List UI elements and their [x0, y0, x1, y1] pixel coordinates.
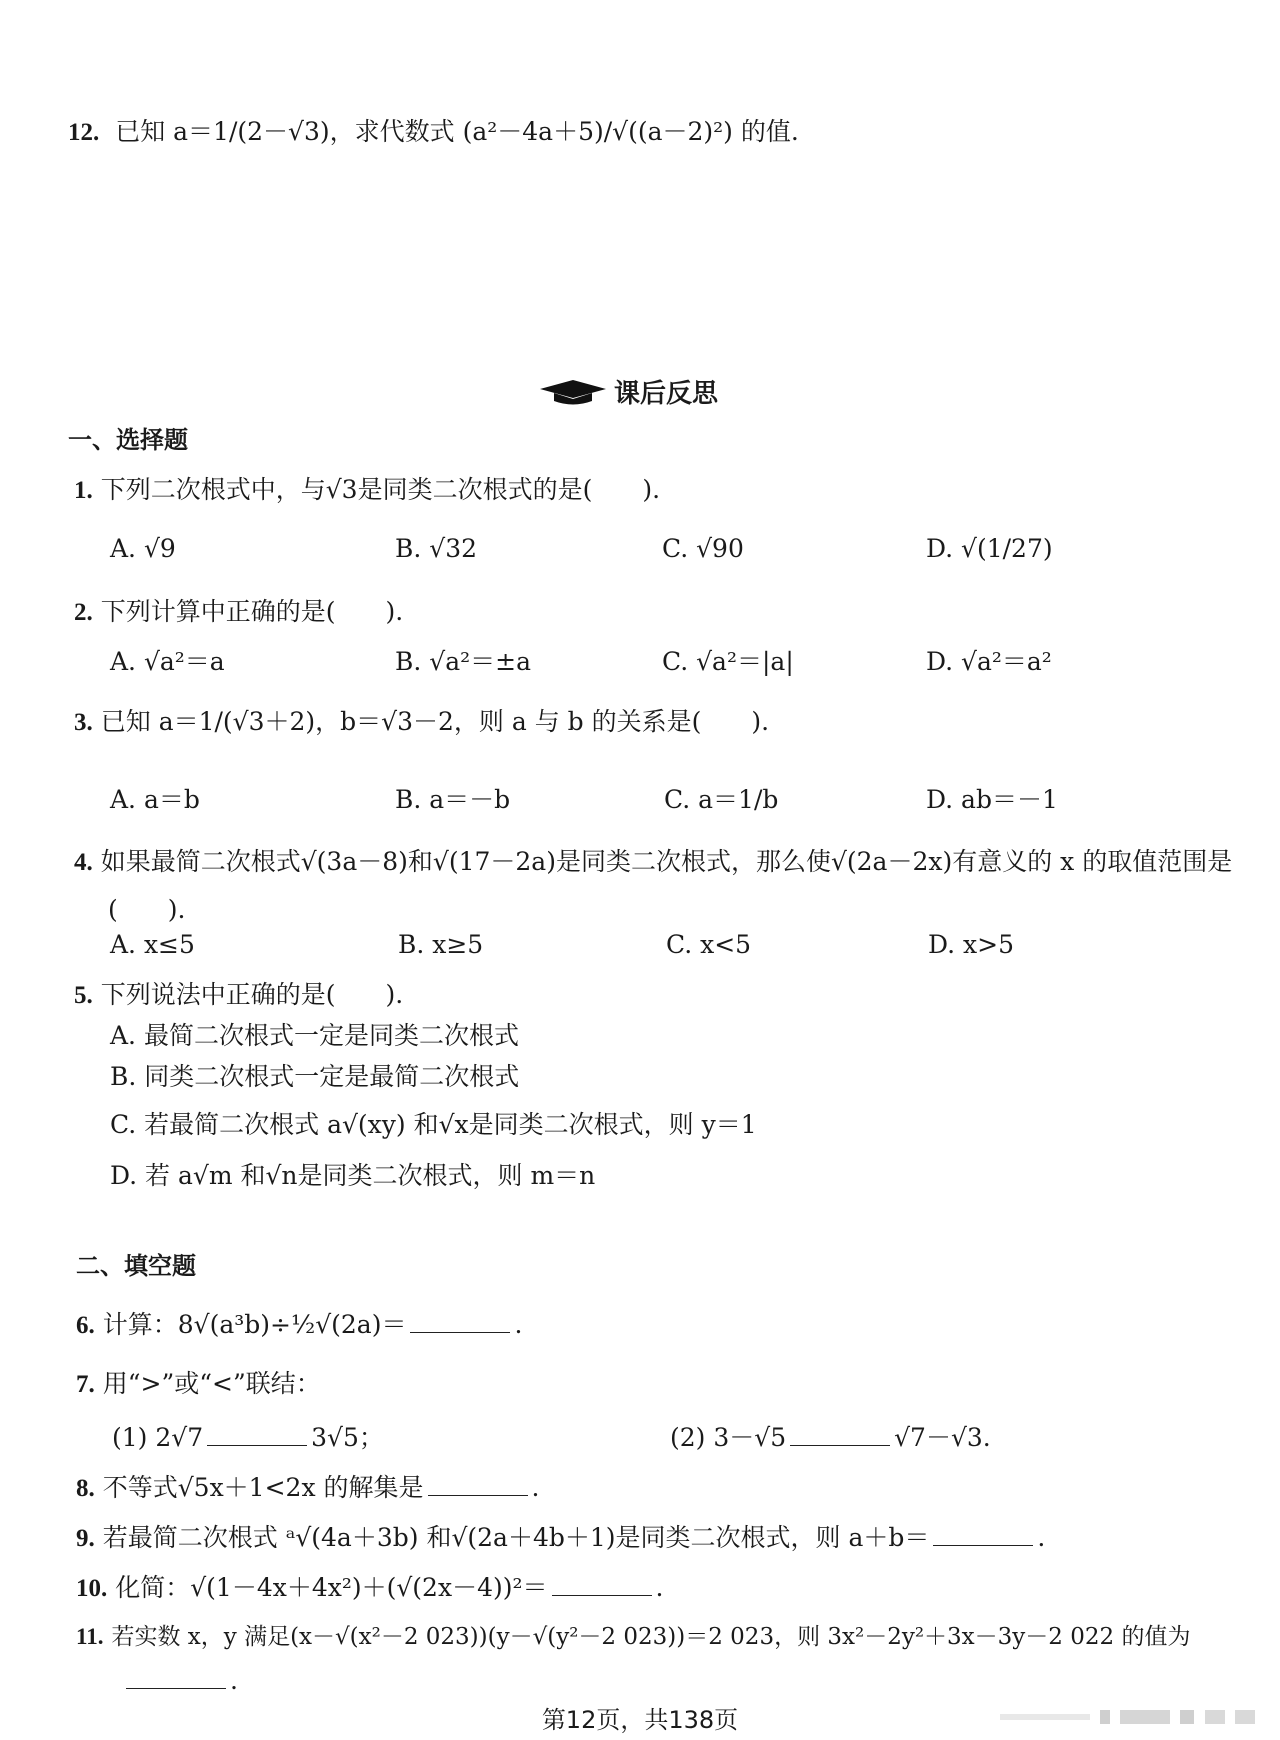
question-11 — [76, 1618, 1190, 1651]
option-d: D. ab＝－1 — [926, 785, 1058, 814]
question-8 — [76, 1468, 539, 1504]
question-text: 下列计算中正确的是( ). — [100, 597, 404, 626]
question-text: 不等式√5x＋1<2x 的解集是 — [102, 1473, 424, 1502]
answer-blank[interactable] — [552, 1575, 652, 1596]
part-expression-right: √7－√3. — [894, 1423, 991, 1452]
question-number: 2. — [74, 599, 93, 626]
section-title-fill-blank: 二、填空题 — [76, 1252, 196, 1280]
part-expression-right: 3√5； — [311, 1423, 384, 1452]
scroll-indicator-icon — [1000, 1708, 1260, 1726]
question-6 — [76, 1305, 522, 1341]
question-text: 下列二次根式中，与√3是同类二次根式的是( ). — [100, 475, 661, 504]
answer-blank[interactable] — [410, 1312, 510, 1333]
question-text: 已知 a＝1/(√3＋2)，b＝√3－2，则 a 与 b 的关系是( ). — [100, 707, 770, 736]
option-c: C. a＝1/b — [664, 785, 779, 814]
question-text: 化简：√(1－4x＋4x²)＋(√(2x－4))²＝ — [115, 1573, 548, 1602]
question-10 — [76, 1568, 663, 1604]
question-number: 7. — [76, 1371, 95, 1398]
part-expression-left: (2) 3－√5 — [670, 1423, 787, 1452]
option-b: B. 同类二次根式一定是最简二次根式 — [110, 1062, 520, 1091]
question-number: 1. — [74, 477, 93, 504]
answer-blank[interactable] — [126, 1668, 226, 1689]
option-c: C. √a²＝|a| — [662, 647, 794, 676]
punctuation: . — [514, 1310, 523, 1339]
question-number: 8. — [76, 1475, 95, 1502]
question-number: 12. — [68, 119, 100, 146]
question-9 — [76, 1518, 1045, 1554]
question-text: 若实数 x，y 满足(x－√(x²－2 023))(y－√(y²－2 023))＝2 023，则 3x²－2y²＋3x－3y－2 022 的值为 — [111, 1624, 1191, 1650]
option-c: C. 若最简二次根式 a√(xy) 和√x是同类二次根式，则 y＝1 — [110, 1110, 757, 1139]
option-d: D. √a²＝a² — [926, 647, 1052, 676]
question-number: 6. — [76, 1312, 95, 1339]
question-text: 下列说法中正确的是( ). — [100, 980, 404, 1009]
option-c: C. x<5 — [666, 930, 752, 959]
question-7 — [76, 1364, 321, 1400]
option-c: C. √90 — [662, 534, 744, 563]
option-b: B. a＝－b — [395, 785, 511, 814]
question-text: 已知 a＝1/(2－√3)，求代数式 (a²－4a＋5)/√((a－2)²) 的值. — [115, 117, 799, 146]
question-7-part-1 — [112, 1418, 384, 1454]
answer-blank[interactable] — [933, 1525, 1033, 1546]
graduation-cap-icon — [540, 378, 606, 406]
question-2 — [74, 592, 403, 628]
section-title-choice: 一、选择题 — [68, 426, 188, 454]
question-4-continuation: ( ). — [108, 895, 186, 924]
page-footer: 第12页，共138页 — [541, 1706, 739, 1734]
option-a: A. a＝b — [110, 785, 200, 814]
question-number: 11. — [76, 1624, 104, 1649]
question-3 — [74, 702, 769, 738]
question-number: 9. — [76, 1525, 95, 1552]
question-11-answer-line — [126, 1666, 238, 1695]
question-5 — [74, 975, 403, 1011]
question-7-part-2 — [670, 1418, 991, 1454]
question-1 — [74, 470, 660, 506]
page-title: 课后反思 — [614, 379, 719, 409]
question-number: 5. — [74, 982, 93, 1009]
option-b: B. √a²＝±a — [395, 647, 531, 676]
question-text: 若最简二次根式 ᵃ√(4a＋3b) 和√(2a＋4b＋1)是同类二次根式，则 a＋b＝ — [102, 1523, 930, 1552]
option-d: D. 若 a√m 和√n是同类二次根式，则 m＝n — [110, 1161, 596, 1190]
question-text: 如果最简二次根式√(3a－8)和√(17－2a)是同类二次根式，那么使√(2a－2x)有意义的 x 的取值范围是 — [100, 847, 1233, 876]
option-b: B. √32 — [395, 534, 478, 563]
punctuation: . — [655, 1573, 664, 1602]
option-a: A. √a²＝a — [110, 647, 225, 676]
question-4 — [74, 842, 1232, 878]
option-a: A. 最简二次根式一定是同类二次根式 — [110, 1021, 519, 1050]
answer-blank[interactable] — [207, 1425, 307, 1446]
punctuation: . — [1037, 1523, 1046, 1552]
option-d: D. √(1/27) — [926, 534, 1053, 563]
option-d: D. x>5 — [928, 930, 1014, 959]
section-heading-reflection — [540, 373, 718, 410]
punctuation: . — [230, 1666, 238, 1695]
part-expression-left: (1) 2√7 — [112, 1423, 204, 1452]
question-12 — [68, 112, 799, 148]
option-a: A. √9 — [110, 534, 176, 563]
question-number: 4. — [74, 849, 93, 876]
answer-blank[interactable] — [790, 1425, 890, 1446]
question-text: 用“>”或“<”联结： — [102, 1369, 321, 1398]
punctuation: . — [531, 1473, 540, 1502]
option-a: A. x≤5 — [110, 930, 195, 959]
question-number: 3. — [74, 709, 93, 736]
question-number: 10. — [76, 1575, 108, 1602]
answer-blank[interactable] — [428, 1475, 528, 1496]
option-b: B. x≥5 — [398, 930, 484, 959]
question-text: 计算：8√(a³b)÷½√(2a)＝ — [102, 1310, 407, 1339]
